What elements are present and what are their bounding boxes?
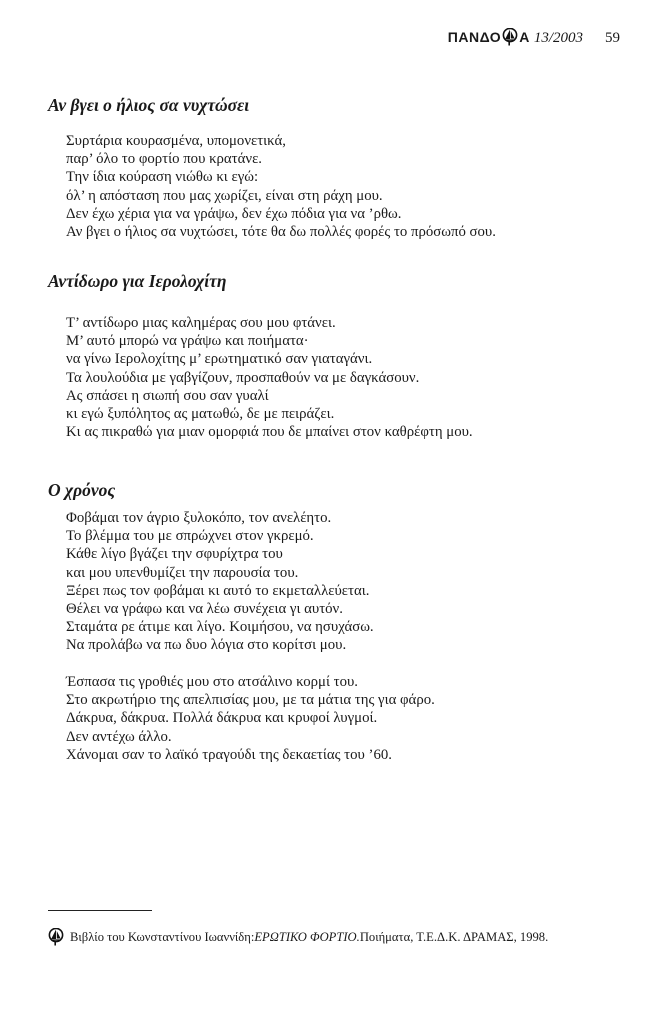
poem-1: [48, 94, 628, 241]
footnote-book-title: ΕΡΩΤΙΚΟ ΦΟΡΤΙΟ.: [254, 929, 360, 944]
poem-line: Μ’ αυτό μπορώ να γράψω και ποιήματα·: [66, 333, 309, 350]
poem-line: Αν βγει ο ήλιος σα νυχτώσει, τότε θα δω πολλές φορές το πρόσωπό σου.: [66, 224, 496, 241]
poem-stanza: [66, 509, 374, 655]
poem-line: Την ίδια κούραση νιώθω κι εγώ:: [66, 169, 259, 186]
poem-line: Δεν αντέχω άλλο.: [66, 728, 172, 745]
poem-line: να γίνω Ιερολοχίτης μ’ ερωτηματικό σαν γιαταγάνι.: [66, 351, 373, 368]
footnote-suffix: Ποιήματα, Τ.Ε.Δ.Κ. ΔΡΑΜΑΣ, 1998.: [359, 929, 549, 944]
journal-brand: [448, 28, 530, 46]
poem-title: Αν βγει ο ήλιος σα νυχτώσει: [48, 95, 250, 115]
poem-line: Το βλέμμα του με σπρώχνει στον γκρεμό.: [66, 528, 314, 545]
brand-text-end: Α: [519, 29, 530, 45]
poem-title: Ο χρόνος: [48, 480, 116, 500]
issue-number: 13/2003: [533, 30, 583, 46]
poem-line: Ξέρει πως τον φοβάμαι κι αυτό το εκμεταλλεύεται.: [66, 582, 370, 599]
page-header: [448, 28, 620, 47]
poem-title: Αντίδωρο για Ιερολοχίτη: [48, 271, 227, 291]
sailboat-logo-icon: [502, 28, 518, 46]
poem-line: Συρτάρια κουρασμένα, υπομονετικά,: [66, 133, 286, 149]
poem-line: Τ’ αντίδωρο μιας καλημέρας σου μου φτάνει.: [66, 315, 336, 331]
footnote-divider: [48, 910, 152, 911]
poem-line: Ας σπάσει η σιωπή σου σαν γυαλί: [66, 387, 269, 404]
page-number: 59: [605, 30, 620, 46]
poem-line: παρ’ όλο το φορτίο που κρατάνε.: [66, 151, 262, 168]
poem-line: Χάνομαι σαν το λαϊκό τραγούδι της δεκαετίας του ’60.: [66, 746, 392, 763]
poem-line: Δάκρυα, δάκρυα. Πολλά δάκρυα και κρυφοί λυγμοί.: [66, 710, 378, 727]
poem-line: Δεν έχω χέρια για να γράψω, δεν έχω πόδια για να ’ρθω.: [66, 205, 402, 222]
poem-stanza: [66, 314, 473, 441]
poem-3: [48, 479, 628, 763]
sailboat-logo-icon: [48, 928, 64, 946]
poem-line: και μου υπενθυμίζει την παρουσία του.: [66, 564, 299, 581]
brand-text-start: ΠΑΝΔΟ: [447, 29, 502, 45]
poem-stanza: [66, 673, 435, 764]
poem-line: κι εγώ ξυπόλητος ας ματωθώ, δε με πειράζει.: [66, 406, 335, 423]
poem-line: Τα λουλούδια με γαβγίζουν, προσπαθούν να με δαγκάσουν.: [66, 369, 420, 386]
poem-line: Θέλει να γράφω και να λέω συνέχεια γι αυτόν.: [66, 601, 343, 618]
poem-line: Κάθε λίγο βγάζει την σφυρίχτρα του: [66, 546, 283, 563]
poem-line: όλ’ η απόσταση που μας χωρίζει, είναι στη ράχη μου.: [66, 187, 383, 204]
footnote-prefix: Βιβλίο του Κωνσταντίνου Ιωαννίδη:: [70, 929, 255, 944]
poem-line: Σταμάτα ρε άτιμε και λίγο. Κοιμήσου, να ησυχάσω.: [66, 619, 374, 636]
poem-line: Έσπασα τις γροθιές μου στο ατσάλινο κορμί του.: [66, 674, 359, 690]
poem-line: Κι ας πικραθώ για μιαν ομορφιά που δε μπαίνει στον καθρέφτη μου.: [66, 424, 473, 441]
poem-2: [48, 270, 628, 441]
poem-line: Στο ακρωτήριο της απελπισίας μου, με τα μάτια της για φάρο.: [66, 692, 435, 709]
footnote: [48, 928, 548, 946]
poem-stanza: [66, 132, 496, 241]
poem-line: Να προλάβω να πω δυο λόγια στο κορίτσι μου.: [66, 637, 347, 654]
poem-line: Φοβάμαι τον άγριο ξυλοκόπο, τον ανελέητο.: [66, 510, 332, 526]
